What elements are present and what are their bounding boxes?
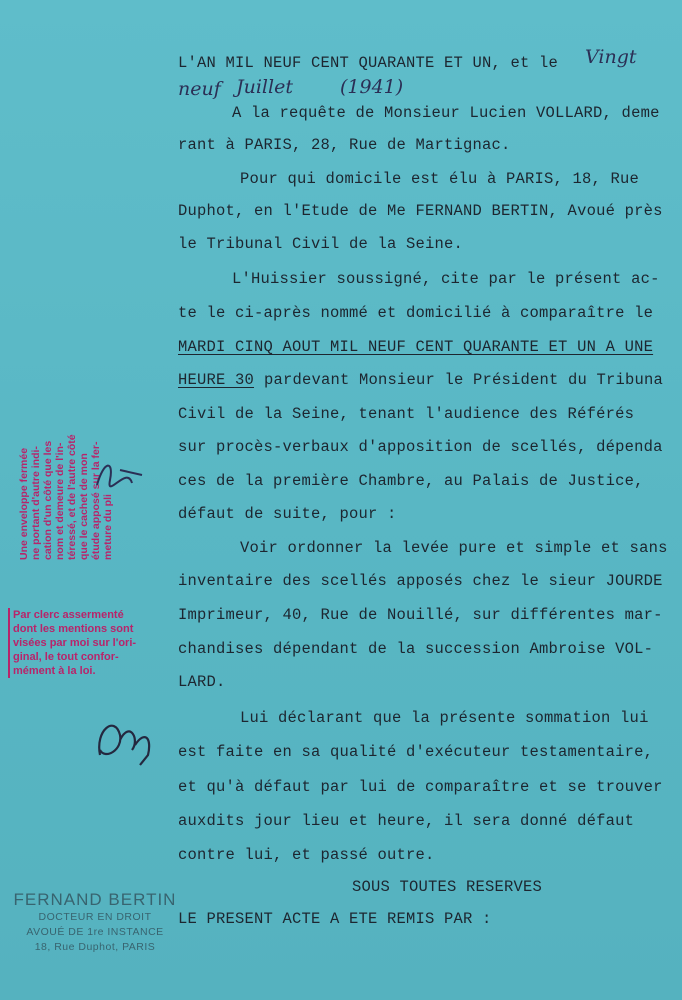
text-line-9-underlined: MARDI CINQ AOUT MIL NEUF CENT QUARANTE ET UN A UNE (178, 338, 654, 356)
stamp-line: ne portant d'autre indi- (30, 446, 42, 560)
office-line-2: AVOUÉ DE 1re INSTANCE (26, 926, 164, 938)
office-line-1: DOCTEUR EN DROIT (38, 911, 152, 923)
text-line-4: Pour qui domicile est élu à PARIS, 18, Rue (240, 170, 640, 188)
stamp-line: étude apposé sur la fer- (90, 441, 102, 560)
stamp-line: visées par moi sur l'ori- (13, 637, 137, 649)
text-line-15: Voir ordonner la levée pure et simple et sans (240, 539, 668, 557)
text-line-19: LARD. (178, 673, 226, 691)
signature (90, 710, 160, 770)
text-line-24: contre lui, et passé outre. (178, 846, 435, 864)
text-line-22: et qu'à défaut par lui de comparaître et se trouver (178, 778, 663, 796)
text-line-12: sur procès-verbaux d'apposition de scellés, dépenda (178, 438, 663, 456)
text-line-3: rant à PARIS, 28, Rue de Martignac. (178, 136, 511, 154)
stamp-line: que le cachet de mon (78, 453, 90, 560)
text-line-6: le Tribunal Civil de la Seine. (178, 235, 464, 253)
text-line-16: inventaire des scellés apposés chez le sieur JOURDE (178, 572, 663, 590)
text-line-13: ces de la première Chambre, au Palais de Justice, (178, 472, 644, 490)
stamp-line: ginal, le tout confor- (13, 651, 119, 663)
office-stamp (10, 890, 180, 955)
text-line-2: A la requête de Monsieur Lucien VOLLARD, deme (232, 104, 660, 122)
stamp-line: nom et demeure de l'in- (54, 442, 66, 560)
handwritten-year: (1941) (340, 76, 404, 98)
text-line-11: Civil de la Seine, tenant l'audience des Référés (178, 405, 635, 423)
stamp-line: Par clerc assermenté (13, 609, 124, 621)
text-line-8: te le ci-après nommé et domicilié à comparaître le (178, 304, 654, 322)
handwritten-day-2: neuf (178, 78, 221, 100)
office-name: FERNAND BERTIN (13, 890, 177, 909)
text-line-10-underlined: HEURE 30 (178, 371, 255, 389)
text-line-17: Imprimeur, 40, Rue de Nouillé, sur différentes mar- (178, 606, 663, 624)
text-line-21: est faite en sa qualité d'exécuteur testamentaire, (178, 743, 654, 761)
stamp-line: mément à la loi. (13, 665, 96, 677)
handwritten-day: Vingt (585, 46, 637, 68)
handwritten-initials-mark (92, 455, 152, 495)
text-line-1: L'AN MIL NEUF CENT QUARANTE ET UN, et le (178, 54, 559, 72)
stamp-line: meture du pli (102, 494, 114, 560)
stamp-line: Une enveloppe fermée (18, 447, 30, 560)
text-line-7: L'Huissier soussigné, cite par le présent ac- (232, 270, 660, 288)
handwritten-month: Juillet (236, 76, 293, 98)
text-line-reserves: SOUS TOUTES RESERVES (352, 878, 543, 896)
office-line-3: 18, Rue Duphot, PARIS (34, 941, 156, 953)
text-line-10b: pardevant Monsieur le Président du Tribuna (264, 371, 664, 389)
stamp-line: cation d'un côté que les (42, 440, 54, 560)
stamp-line: téressé, et de l'autre côté (66, 434, 78, 560)
stamp-line: dont les mentions sont (13, 623, 134, 635)
text-line-18: chandises dépendant de la succession Ambroise VOL- (178, 640, 654, 658)
text-line-23: auxdits jour lieu et heure, il sera donné défaut (178, 812, 635, 830)
text-line-20: Lui déclarant que la présente sommation lui (240, 709, 649, 727)
text-line-5: Duphot, en l'Etude de Me FERNAND BERTIN, Avoué près (178, 202, 663, 220)
sworn-clerk-stamp (8, 608, 163, 678)
text-line-remis: LE PRESENT ACTE A ETE REMIS PAR : (178, 910, 492, 928)
text-line-14: défaut de suite, pour : (178, 505, 397, 523)
